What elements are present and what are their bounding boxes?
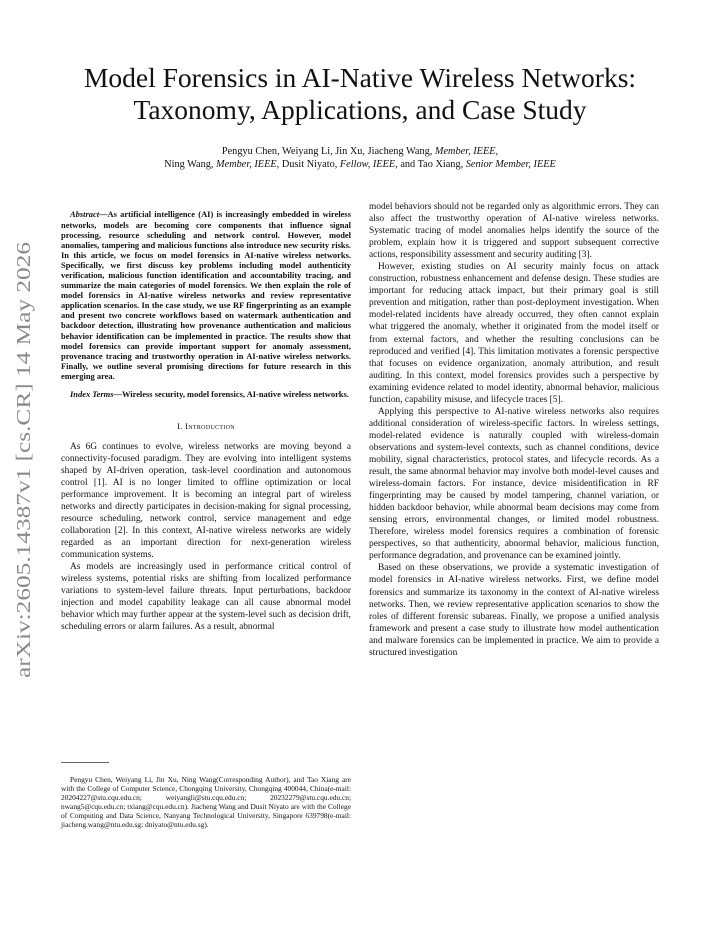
author-name-xiang: and Tao Xiang, <box>397 158 466 170</box>
body-paragraph: As models are increasingly used in performance critical control of wireless systems, potential risks are shifting from localized performance variations to system-level failure threats. Input perturbations, backdoor injection and model capability leakage can all cause abnormal model behavior which may further appear at the system-level such as decision drift, scheduling errors or alarm failures. As a result, abnormal <box>61 562 351 633</box>
abstract-label: Abstract <box>70 209 100 220</box>
author-membership-niyato: Fellow, IEEE, <box>339 158 398 170</box>
section-heading-introduction <box>61 421 351 431</box>
section-number: I. <box>177 420 186 431</box>
index-terms-label: Index Terms <box>70 389 114 400</box>
arxiv-id: arXiv:2605.14387v1 [cs.CR] 14 May 2026 <box>14 342 35 678</box>
author-line-2 <box>40 159 680 172</box>
paper-title <box>40 62 680 126</box>
body-paragraph: model behaviors should not be regarded only as algorithmic errors. They can also affect the trustworthy operation of AI-native wireless networks. Systematic tracing of model anomalies helps identify the source of the problem, explain how it is triggered and support subsequent corrective actions, responsibility assessment and security auditing [3]. <box>369 202 659 261</box>
author-names-1: Pengyu Chen, Weiyang Li, Jin Xu, Jiacheng Wang, <box>221 146 435 157</box>
author-list <box>40 146 680 171</box>
author-membership-1: Member, IEEE, <box>434 146 499 157</box>
abstract-text: —As artificial intelligence (AI) is increasingly embedded in wireless networks, models are becoming core components that influence signal processing, resource scheduling and network control. However, model anomalies, tampering and malicious functions also introduce new security risks. In this article, we focus on model forensics in AI-native wireless networks. Specifically, we first discuss key problems including model authenticity verification, malicious function identification and accountability tracing, and summarize the main categories of model forensics. We then explain the role of model forensics in AI-native wireless networks and review representative application scenarios. In the case study, we use RF fingerprinting as an example and present two concrete workflows based on watermark authentication and backdoor detection, illustrating how provenance authentication and malicious behavior identification can be implemented in practice. The results show that model forensics can provide important support for anomaly assessment, provenance tracing and trustworthy operation in AI-native wireless networks. Finally, we outline several promising directions for future research in this emerging area. <box>61 209 351 381</box>
author-line-1 <box>40 146 680 159</box>
body-paragraph: Applying this perspective to AI-native wireless networks also requires additional consideration of wireless-specific factors. In wireless settings, model-related evidence is naturally coupled with wireless-domain observations and system-level contexts, such as channel conditions, device mobility, signal characteristics, protocol states, and lifecycle records. As a result, the same abnormal behavior may involve both model-level causes and wireless-domain factors. For instance, device misidentification in RF fingerprinting may be caused by model tampering, channel variation, or hidden backdoor behavior, while abnormal beam decisions may come from sensing errors, environmental changes, or limited model robustness. Therefore, wireless model forensics requires a combination of forensic perspectives, so that authenticity, abnormal behavior, malicious function, performance degradation, and provenance can be examined jointly. <box>369 406 659 562</box>
author-membership-wang: Member, IEEE, <box>216 158 280 170</box>
body-paragraph: As 6G continues to evolve, wireless networks are moving beyond a connectivity-focused paradigm. They are evolving into intelligent systems shaped by AI-driven operation, task-level coordination and autonomous control [1]. AI is no longer limited to offline optimization or local performance improvement. It is becoming an integral part of wireless networks and directly participates in decision-making for signal processing, resource scheduling, network control, service management and edge collaboration [2]. In this context, AI-native wireless networks are widely regarded as an important direction for next-generation wireless communication systems. <box>61 441 351 560</box>
index-terms-text: —Wireless security, model forensics, AI-native wireless networks. <box>113 389 349 400</box>
index-terms <box>61 389 351 399</box>
author-membership-xiang: Senior Member, IEEE <box>465 158 556 170</box>
title-line-1: Model Forensics in AI-Native Wireless Networks: <box>83 62 637 93</box>
section-title: Introduction <box>185 420 235 431</box>
body-paragraph: Based on these observations, we provide a systematic investigation of model forensics in AI-native wireless networks. First, we define model forensics and summarize its taxonomy in the context of AI-native wireless networks. Then, we review representative application scenarios to show the roles of different forensic subareas. Finally, we propose a unified analysis framework and present a case study to illustrate how model authentication and malware forensics can be implemented in practice. We aim to provide a structured investigation <box>369 563 659 658</box>
author-name-wang: Ning Wang, <box>164 158 217 170</box>
arxiv-identifier-stamp <box>4 240 38 680</box>
footnote-rule <box>61 762 109 763</box>
author-name-niyato: Dusit Niyato, <box>279 158 340 170</box>
left-column <box>61 201 351 633</box>
title-line-2: Taxonomy, Applications, and Case Study <box>133 94 587 125</box>
author-affiliation-footnote: Pengyu Chen, Weiyang Li, Jin Xu, Ning Wang(Corresponding Author), and Tao Xiang are with the College of Computer Science, Chongqing University, Chongqing 400044, China(e-mail: 20204227@stu.cqu.edu.cn; weiyangli@stu.cqu.edu.cn; 20232279@stu.cqu.edu.cn; nwang5@cqu.edu.cn; txiang@cqu.edu.cn). Jiacheng Wang and Dusit Niyato are with the College of Computing and Data Science, Nanyang Technological University, Singapore 639798(e-mail: jiacheng.wang@ntu.edu.sg; dniyato@ntu.edu.sg). <box>61 775 351 829</box>
right-column <box>369 201 659 659</box>
abstract <box>61 209 351 381</box>
body-paragraph: However, existing studies on AI security mainly focus on attack construction, robustness enhancement and defense design. These studies are important for reducing attack impact, but their primary goal is still prevention and mitigation, rather than post-deployment investigation. When model-related incidents have already occurred, they often cannot explain what triggered the anomaly, whether it originated from the model itself or from external factors, and whether the resulting conclusions can be reproduced and verified [4]. This limitation motivates a forensic perspective that focuses on evidence organization, anomaly attribution, and result auditing. In this context, model forensics provides such a perspective by examining evidence related to model identity, abnormal behavior, malicious function, capability misuse, and lifecycle traces [5]. <box>369 262 659 405</box>
